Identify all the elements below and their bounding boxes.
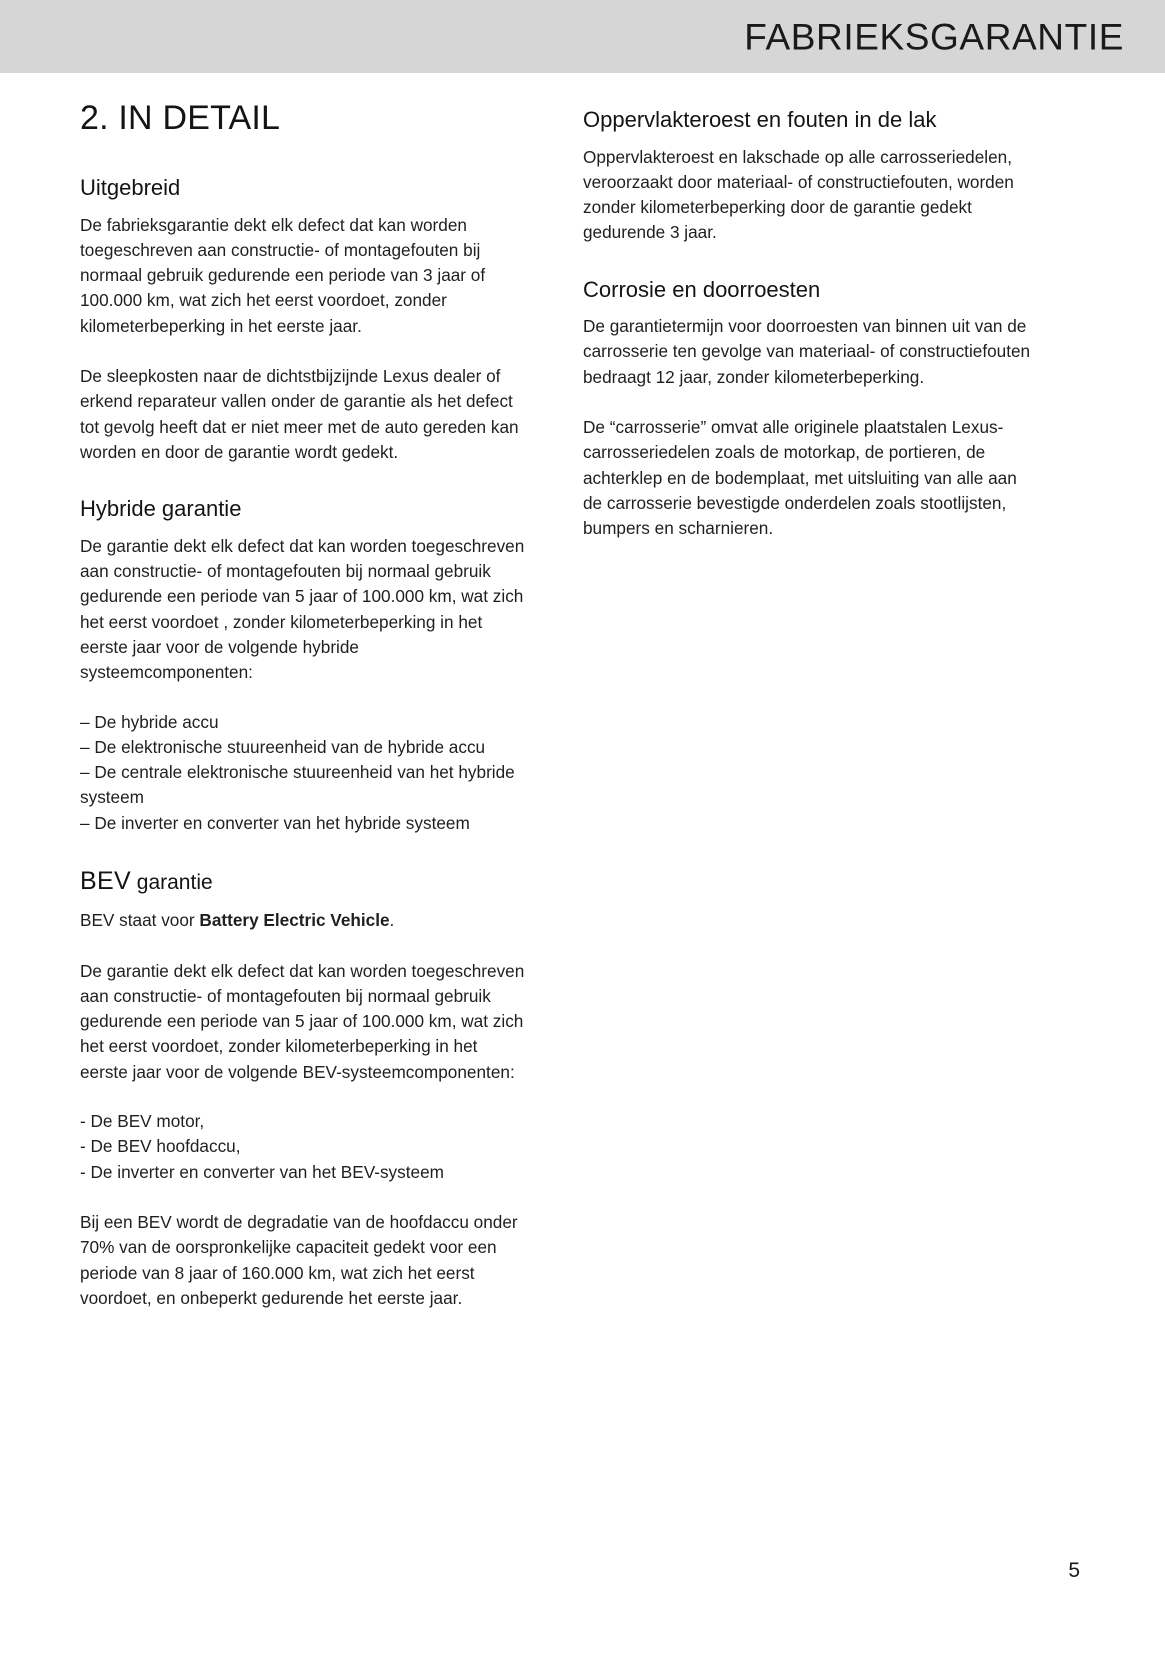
list-item: - De BEV hoofdaccu, <box>80 1136 241 1157</box>
list-item: – De inverter en converter van het hybride systeem <box>80 812 470 833</box>
section-heading-hybride-garantie: Hybride garantie <box>80 496 242 522</box>
paragraph-hybride-1: De garantie dekt elk defect dat kan worden toegeschreven aan constructie- of montagefouten bij normaal gebruik gedurende een periode van 5 jaar of 100.000 km, wat zich het eerst voordoet , zonder kilometerbeperking in het eerste jaar voor de volgende hybride systeemcomponenten: <box>80 535 525 683</box>
bev-component-list <box>80 1109 528 1185</box>
page-header-band <box>0 0 1165 73</box>
left-column <box>80 73 528 1311</box>
bev-heading-word: garantie <box>136 871 213 895</box>
list-item: - De inverter en converter van het BEV-systeem <box>80 1161 444 1182</box>
paragraph-bev-definition <box>80 908 528 933</box>
paragraph-uitgebreid-2: De sleepkosten naar de dichtstbijzijnde Lexus dealer of erkend reparateur vallen onder de garantie als het defect tot gevolg heeft dat er niet meer met de auto gereden kan worden en door de garantie wordt gedekt. <box>80 366 519 462</box>
bev-definition-suffix: . <box>389 910 395 931</box>
right-column <box>583 73 1031 542</box>
list-item: – De centrale elektronische stuureenheid van het hybride systeem <box>80 762 515 808</box>
list-item: - De BEV motor, <box>80 1111 205 1132</box>
section-heading-uitgebreid: Uitgebreid <box>80 175 181 201</box>
paragraph-bev-degradation: Bij een BEV wordt de degradatie van de hoofdaccu onder 70% van de oorspronkelijke capaciteit gedekt voor een periode van 8 jaar of 160.000 km, wat zich het eerst voordoet, en onbeperkt gedurende het eerste jaar. <box>80 1211 518 1308</box>
page-title: 2. IN DETAIL <box>80 99 281 137</box>
page-number: 5 <box>1068 1559 1080 1582</box>
hybride-component-list <box>80 710 528 836</box>
paragraph-uitgebreid-1: De fabrieksgarantie dekt elk defect dat kan worden toegeschreven aan constructie- of montagefouten bij normaal gebruik gedurende een periode van 3 jaar of 100.000 km, wat zich het eerst voordoet, zonder kilometerbeperking in het eerste jaar. <box>80 214 486 336</box>
section-heading-oppervlakteroest: Oppervlakteroest en fouten in de lak <box>583 107 937 132</box>
paragraph-corrosie-2: De “carrosserie” omvat alle originele plaatstalen Lexus-carrosseriedelen zoals de motorkap, de portieren, de achterklep en de bodemplaat, met uitsluiting van alle aan de carrosserie bevestigde onderdelen zoals stootlijsten, bumpers en scharnieren. <box>583 417 1017 539</box>
list-item: – De elektronische stuureenheid van de hybride accu <box>80 736 486 757</box>
paragraph-bev-1: De garantie dekt elk defect dat kan worden toegeschreven aan constructie- of montagefouten bij normaal gebruik gedurende een periode van 5 jaar of 100.000 km, wat zich het eerst voordoet, zonder kilometerbeperking in het eerste jaar voor de volgende BEV-systeemcomponenten: <box>80 960 525 1082</box>
list-item: – De hybride accu <box>80 711 219 732</box>
page-content <box>0 73 1165 1653</box>
bev-definition-bold: Battery Electric Vehicle <box>199 910 390 931</box>
page-header-title: FABRIEKSGARANTIE <box>744 16 1124 57</box>
paragraph-corrosie-1: De garantietermijn voor doorroesten van binnen uit van de carrosserie ten gevolge van materiaal- of constructiefouten bedraagt 12 jaar, zonder kilometerbeperking. <box>583 316 1031 387</box>
paragraph-oppervlakteroest-1: Oppervlakteroest en lakschade op alle carrosseriedelen, veroorzaakt door materiaal- of constructiefouten, worden zonder kilometerbeperking door de garantie gedekt gedurende 3 jaar. <box>583 146 1014 243</box>
section-heading-corrosie: Corrosie en doorroesten <box>583 276 821 302</box>
bev-definition-prefix: BEV staat voor <box>80 910 200 931</box>
bev-heading-acronym: BEV <box>80 867 131 896</box>
section-heading-bev-garantie <box>80 866 528 897</box>
